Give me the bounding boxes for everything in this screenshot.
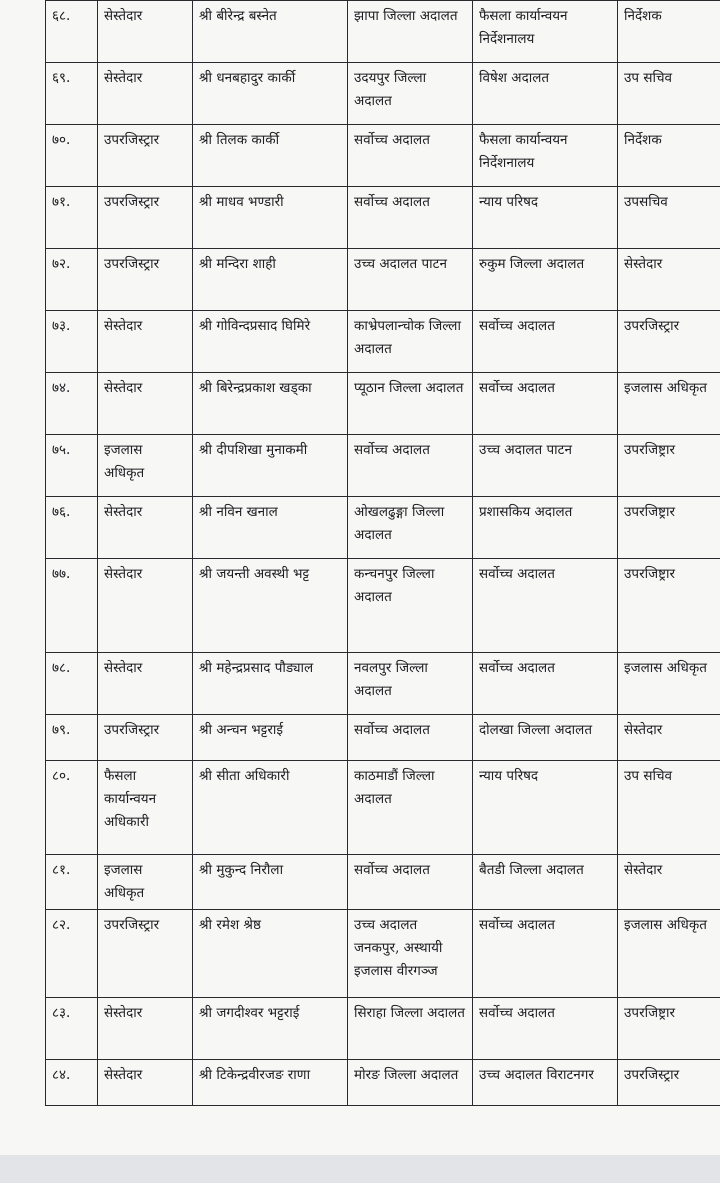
employee-name-cell: श्री गोविन्दप्रसाद घिमिरे <box>193 311 348 373</box>
from-office-cell: झापा जिल्ला अदालत <box>348 1 473 63</box>
serial-number-cell: ७३. <box>46 311 98 373</box>
to-office-cell: रुकुम जिल्ला अदालत <box>473 249 618 311</box>
current-position-cell: उपरजिस्ट्रार <box>98 187 193 249</box>
table-row <box>46 373 720 435</box>
serial-number-cell: ८३. <box>46 998 98 1060</box>
table-row <box>46 187 720 249</box>
transfer-table <box>45 0 720 1106</box>
to-office-cell: दोलखा जिल्ला अदालत <box>473 715 618 761</box>
to-office-cell: उच्च अदालत विराटनगर <box>473 1060 618 1106</box>
employee-name-cell: श्री तिलक कार्की <box>193 125 348 187</box>
new-post-cell: उप सचिव <box>618 761 720 855</box>
from-office-cell: उच्च अदालत पाटन <box>348 249 473 311</box>
employee-name-cell: श्री मन्दिरा शाही <box>193 249 348 311</box>
current-position-cell: सेस्तेदार <box>98 63 193 125</box>
to-office-cell: न्याय परिषद <box>473 761 618 855</box>
to-office-cell: फैसला कार्यान्वयन निर्देशनालय <box>473 125 618 187</box>
serial-number-cell: ६९. <box>46 63 98 125</box>
table-row <box>46 1060 720 1106</box>
from-office-cell: काभ्रेपलान्चोक जिल्ला अदालत <box>348 311 473 373</box>
to-office-cell: सर्वोच्च अदालत <box>473 910 618 998</box>
employee-name-cell: श्री बिरेन्द्रप्रकाश खड्का <box>193 373 348 435</box>
to-office-cell: न्याय परिषद <box>473 187 618 249</box>
current-position-cell: सेस्तेदार <box>98 1 193 63</box>
current-position-cell: सेस्तेदार <box>98 311 193 373</box>
serial-number-cell: ७४. <box>46 373 98 435</box>
new-post-cell: सेस्तेदार <box>618 715 720 761</box>
from-office-cell: ओखलढुङ्गा जिल्ला अदालत <box>348 497 473 559</box>
table-row <box>46 249 720 311</box>
serial-number-cell: ७२. <box>46 249 98 311</box>
new-post-cell: इजलास अधिकृत <box>618 653 720 715</box>
table-row <box>46 761 720 855</box>
current-position-cell: सेस्तेदार <box>98 373 193 435</box>
table-row <box>46 715 720 761</box>
employee-name-cell: श्री टिकेन्द्रवीरजङ राणा <box>193 1060 348 1106</box>
current-position-cell: सेस्तेदार <box>98 497 193 559</box>
serial-number-cell: ७१. <box>46 187 98 249</box>
employee-name-cell: श्री धनबहादुर कार्की <box>193 63 348 125</box>
current-position-cell: फैसला कार्यान्वयन अधिकारी <box>98 761 193 855</box>
to-office-cell: सर्वोच्च अदालत <box>473 373 618 435</box>
serial-number-cell: ८१. <box>46 855 98 910</box>
serial-number-cell: ८२. <box>46 910 98 998</box>
from-office-cell: सर्वोच्च अदालत <box>348 435 473 497</box>
from-office-cell: काठमाडौं जिल्ला अदालत <box>348 761 473 855</box>
from-office-cell: सर्वोच्च अदालत <box>348 715 473 761</box>
table-row <box>46 998 720 1060</box>
table-row <box>46 910 720 998</box>
from-office-cell: सिराहा जिल्ला अदालत <box>348 998 473 1060</box>
to-office-cell: उच्च अदालत पाटन <box>473 435 618 497</box>
employee-name-cell: श्री जयन्ती अवस्थी भट्ट <box>193 559 348 653</box>
employee-name-cell: श्री रमेश श्रेष्ठ <box>193 910 348 998</box>
new-post-cell: उपरजिष्ट्रार <box>618 435 720 497</box>
table-row <box>46 311 720 373</box>
table-body <box>46 1 720 1106</box>
new-post-cell: निर्देशक <box>618 1 720 63</box>
current-position-cell: उपरजिस्ट्रार <box>98 249 193 311</box>
table-row <box>46 559 720 653</box>
to-office-cell: सर्वोच्च अदालत <box>473 311 618 373</box>
employee-name-cell: श्री महेन्द्रप्रसाद पौड्याल <box>193 653 348 715</box>
from-office-cell: कन्चनपुर जिल्ला अदालत <box>348 559 473 653</box>
table-row <box>46 125 720 187</box>
from-office-cell: प्यूठान जिल्ला अदालत <box>348 373 473 435</box>
to-office-cell: सर्वोच्च अदालत <box>473 653 618 715</box>
serial-number-cell: ८४. <box>46 1060 98 1106</box>
viewer-bottom-bar <box>0 1155 720 1183</box>
serial-number-cell: ७५. <box>46 435 98 497</box>
current-position-cell: उपरजिस्ट्रार <box>98 125 193 187</box>
table-row <box>46 435 720 497</box>
serial-number-cell: ७९. <box>46 715 98 761</box>
table-row <box>46 63 720 125</box>
to-office-cell: सर्वोच्च अदालत <box>473 559 618 653</box>
to-office-cell: प्रशासकिय अदालत <box>473 497 618 559</box>
new-post-cell: उप सचिव <box>618 63 720 125</box>
new-post-cell: उपरजिस्ट्रार <box>618 311 720 373</box>
from-office-cell: सर्वोच्च अदालत <box>348 855 473 910</box>
serial-number-cell: ७७. <box>46 559 98 653</box>
current-position-cell: सेस्तेदार <box>98 998 193 1060</box>
new-post-cell: उपरजिष्ट्रार <box>618 497 720 559</box>
table-row <box>46 1 720 63</box>
employee-name-cell: श्री माधव भण्डारी <box>193 187 348 249</box>
from-office-cell: सर्वोच्च अदालत <box>348 125 473 187</box>
employee-name-cell: श्री दीपशिखा मुनाकमी <box>193 435 348 497</box>
employee-name-cell: श्री मुकुन्द निरौला <box>193 855 348 910</box>
serial-number-cell: ७६. <box>46 497 98 559</box>
new-post-cell: सेस्तेदार <box>618 249 720 311</box>
employee-name-cell: श्री जगदीश्वर भट्टराई <box>193 998 348 1060</box>
to-office-cell: विषेश अदालत <box>473 63 618 125</box>
from-office-cell: उदयपुर जिल्ला अदालत <box>348 63 473 125</box>
from-office-cell: मोरङ जिल्ला अदालत <box>348 1060 473 1106</box>
serial-number-cell: ७८. <box>46 653 98 715</box>
serial-number-cell: ७०. <box>46 125 98 187</box>
new-post-cell: उपरजिष्ट्रार <box>618 559 720 653</box>
current-position-cell: सेस्तेदार <box>98 559 193 653</box>
from-office-cell: सर्वोच्च अदालत <box>348 187 473 249</box>
new-post-cell: निर्देशक <box>618 125 720 187</box>
employee-name-cell: श्री नविन खनाल <box>193 497 348 559</box>
current-position-cell: इजलास अधिकृत <box>98 435 193 497</box>
to-office-cell: फैसला कार्यान्वयन निर्देशनालय <box>473 1 618 63</box>
table-row <box>46 653 720 715</box>
new-post-cell: सेस्तेदार <box>618 855 720 910</box>
to-office-cell: सर्वोच्च अदालत <box>473 998 618 1060</box>
current-position-cell: इजलास अधिकृत <box>98 855 193 910</box>
from-office-cell: नवलपुर जिल्ला अदालत <box>348 653 473 715</box>
new-post-cell: इजलास अधिकृत <box>618 910 720 998</box>
from-office-cell: उच्च अदालत जनकपुर, अस्थायी इजलास वीरगञ्ज <box>348 910 473 998</box>
serial-number-cell: ८०. <box>46 761 98 855</box>
employee-name-cell: श्री सीता अधिकारी <box>193 761 348 855</box>
current-position-cell: उपरजिस्ट्रार <box>98 715 193 761</box>
new-post-cell: उपसचिव <box>618 187 720 249</box>
new-post-cell: उपरजिस्ट्रार <box>618 1060 720 1106</box>
serial-number-cell: ६८. <box>46 1 98 63</box>
table-row <box>46 855 720 910</box>
table-row <box>46 497 720 559</box>
current-position-cell: सेस्तेदार <box>98 653 193 715</box>
new-post-cell: उपरजिष्ट्रार <box>618 998 720 1060</box>
current-position-cell: उपरजिस्ट्रार <box>98 910 193 998</box>
new-post-cell: इजलास अधिकृत <box>618 373 720 435</box>
employee-name-cell: श्री बीरेन्द्र बस्नेत <box>193 1 348 63</box>
employee-name-cell: श्री अन्चन भट्टराई <box>193 715 348 761</box>
current-position-cell: सेस्तेदार <box>98 1060 193 1106</box>
to-office-cell: बैतडी जिल्ला अदालत <box>473 855 618 910</box>
